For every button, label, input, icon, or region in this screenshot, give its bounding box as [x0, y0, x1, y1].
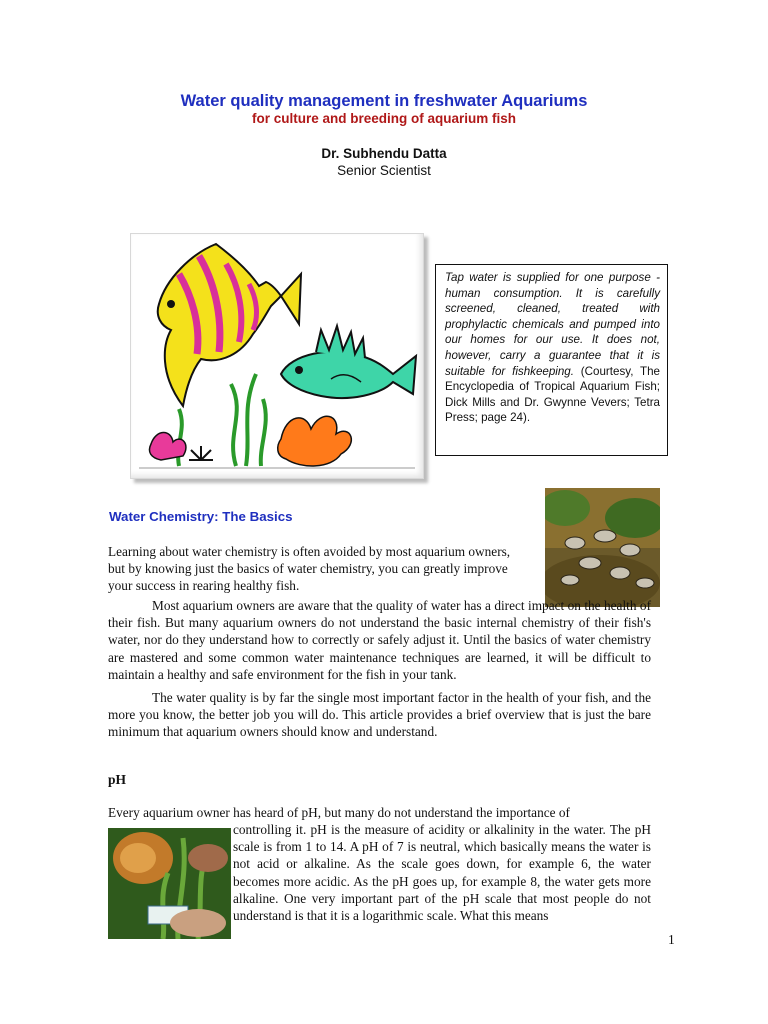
paragraph-ph-body: controlling it. pH is the measure of acidity or alkalinity in the water. The pH scale is from 1 to 14. A pH of 7 is neutral, which basically means the water is not acid or alkaline. As the scale goes down, for example 6, the water becomes more acidic. As the pH goes up, for example 8, the water gets more alkaline. One very important part of the pH scale that most people do not understand is that it is a logarithmic scale. What this means	[233, 822, 651, 924]
paragraph-water-quality: The water quality is by far the single most important factor in the health of your fish, and the more you know, the better job you will do. This article provides a brief overview that is just the bare minimum that aquarium owners should know and understand.	[108, 690, 651, 740]
sea-urchin-image	[189, 446, 213, 460]
teal-fish-image	[281, 326, 416, 398]
angelfish-image	[158, 244, 301, 406]
ph-heading: pH	[108, 772, 127, 787]
quote-text: Tap water is supplied for one purpose - human consumption. It is carefully screened, cleaned, treated with prophylactic chemicals and pumped into our homes for our use. It does not, however, carry a guarantee that it is suitable for fishkeeping.	[445, 271, 660, 378]
seaweed-image	[178, 374, 266, 466]
paragraph-intro: Learning about water chemistry is often avoided by most aquarium owners, but by knowing just the basics of water chemistry, you can greatly improve your success in rearing healthy fish.	[108, 544, 511, 594]
section-heading: Water Chemistry: The Basics	[109, 509, 293, 524]
author-role: Senior Scientist	[337, 163, 431, 178]
page-number: 1	[668, 932, 675, 947]
document-title: Water quality management in freshwater Aquariums	[180, 92, 588, 110]
document-subtitle: for culture and breeding of aquarium fish	[251, 111, 517, 126]
author-name: Dr. Subhendu Datta	[321, 146, 447, 161]
quote-box	[435, 264, 668, 456]
paragraph-ph-start: Every aquarium owner has heard of pH, but many do not understand the importance of	[108, 805, 570, 820]
quote-citation: (Courtesy, The Encyclopedia of Tropical Aquarium Fish; Dick Mills and Dr. Gwynne Vevers; Tetra Press; page 24).	[445, 364, 660, 425]
paragraph-awareness: Most aquarium owners are aware that the quality of water has a direct impact on the health of their fish. But many aquarium owners do not understand the basic internal chemistry of their fish's water, nor do they understand how to correctly or safely adjust it. Until the basics of water chemistry are mastered and some common water maintenance techniques are learned, it will be difficult to maintain a healthy and safe environment for the fish in your tank.	[108, 598, 651, 682]
fish-school-photo	[545, 488, 660, 607]
fish-illustration	[130, 233, 424, 479]
ph-test-photo	[108, 828, 231, 939]
